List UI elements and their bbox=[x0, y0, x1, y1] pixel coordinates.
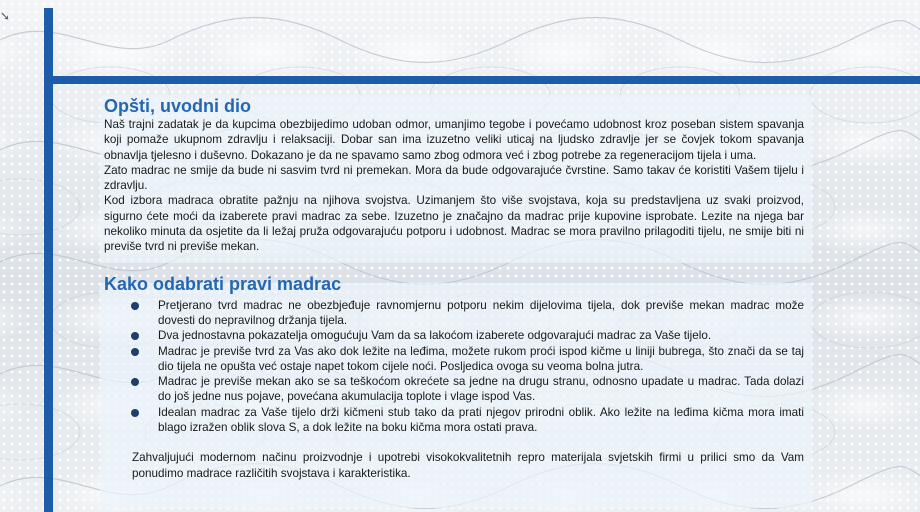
bullet-icon bbox=[131, 409, 139, 417]
list-item-text: Madrac je previše mekan ako se sa teškoćom okrećete sa jedne na drugu stranu, odnosno upadate u madrac. Tada dolazi do još jedne nus pojave, povećana akumulacija toplote i vlage ispod Vas. bbox=[158, 375, 804, 404]
bullet-icon bbox=[131, 302, 139, 310]
intro-paragraph: Naš trajni zadatak je da kupcima obezbijedimo udoban odmor, umanjimo tegobe i povećamo udobnost kroz poseban sistem spavanja koji pomaže ukupnom zdravlju i relaksaciji. Dobar san ima izuzetno veliki uticaj na ljudsko zdravlje jer se čovjek tokom spavanja obnavlja tjelesno i duševno. Dokazano je da ne spavamo samo zbog odmora već i zbog potrebe za regeneracijom tijela i uma. bbox=[104, 118, 804, 162]
horizontal-accent-bar bbox=[44, 76, 920, 84]
intro-paragraph: Kod izbora madraca obratite pažnju na njihova svojstva. Uzimanjem što više svojstava, koja su predstavljena uz svaki proizvod, sigurno ćete moći da izaberete pravi madrac za sebe. Izuzetno je značajno da madrac prije kupovine isprobate. Lezite na njega bar nekoliko minuta da osjetite da li ležaj pruža odgovarajuću potporu i udobnost. Madrac se mora pravilno prilagoditi tijelu, ne smije biti ni previše tvrd ni previše mekan. bbox=[104, 194, 804, 254]
intro-heading: Opšti, uvodni dio bbox=[104, 96, 251, 116]
guide-section bbox=[104, 273, 804, 481]
list-item-text: Idealan madrac za Vaše tijelo drži kičmeni stub tako da prati njegov prirodni oblik. Ako ležite na leđima kičma mora imati blago izražen oblik slova S, a dok ležite na boku kičma mora ostati prava. bbox=[158, 405, 804, 435]
intro-section bbox=[104, 95, 804, 255]
list-item-text: Dva jednostavna pokazatelja omogućuju Vam da sa lakoćom izaberete odgovarajući madrac za Vaše tijelo. bbox=[158, 329, 712, 343]
closing-paragraph: Zahvaljujući modernom načinu proizvodnje i upotrebi visokokvalitetnih repro materijala svjetskih firmi u prilici smo da Vam ponudimo madrace različitih svojstava i karakteristika. bbox=[132, 451, 804, 480]
page-content bbox=[104, 94, 804, 481]
bullet-icon bbox=[131, 378, 139, 386]
list-item bbox=[104, 344, 804, 375]
list-item bbox=[104, 405, 804, 436]
list-item bbox=[104, 374, 804, 405]
bullet-icon bbox=[131, 332, 139, 340]
list-item bbox=[104, 328, 804, 343]
list-item bbox=[104, 298, 804, 329]
list-item-text: Pretjerano tvrd madrac ne obezbjeđuje ravnomjernu potporu nekim dijelovima tijela, dok previše mekan madrac može dovesti do nepravilnog držanja tijela. bbox=[158, 298, 804, 327]
guide-heading: Kako odabrati pravi madrac bbox=[104, 273, 342, 294]
corner-arrow-icon: ➘ bbox=[0, 9, 11, 23]
intro-paragraph: Zato madrac ne smije da bude ni sasvim tvrd ni premekan. Mora da bude odgovarajuće čvrstine. Samo takav će koristiti Vašem tijelu i zdravlju. bbox=[104, 163, 804, 193]
bullet-icon bbox=[131, 348, 139, 356]
guide-bullet-list bbox=[104, 298, 804, 436]
list-item-text: Madrac je previše tvrd za Vas ako dok ležite na leđima, možete rukom proći ispod kičme u liniji bubrega, što znači da se taj dio tijela ne opušta već ostaje napet tokom cijele noći. Posljedica ovoga su veoma bolna jutra. bbox=[158, 344, 804, 373]
